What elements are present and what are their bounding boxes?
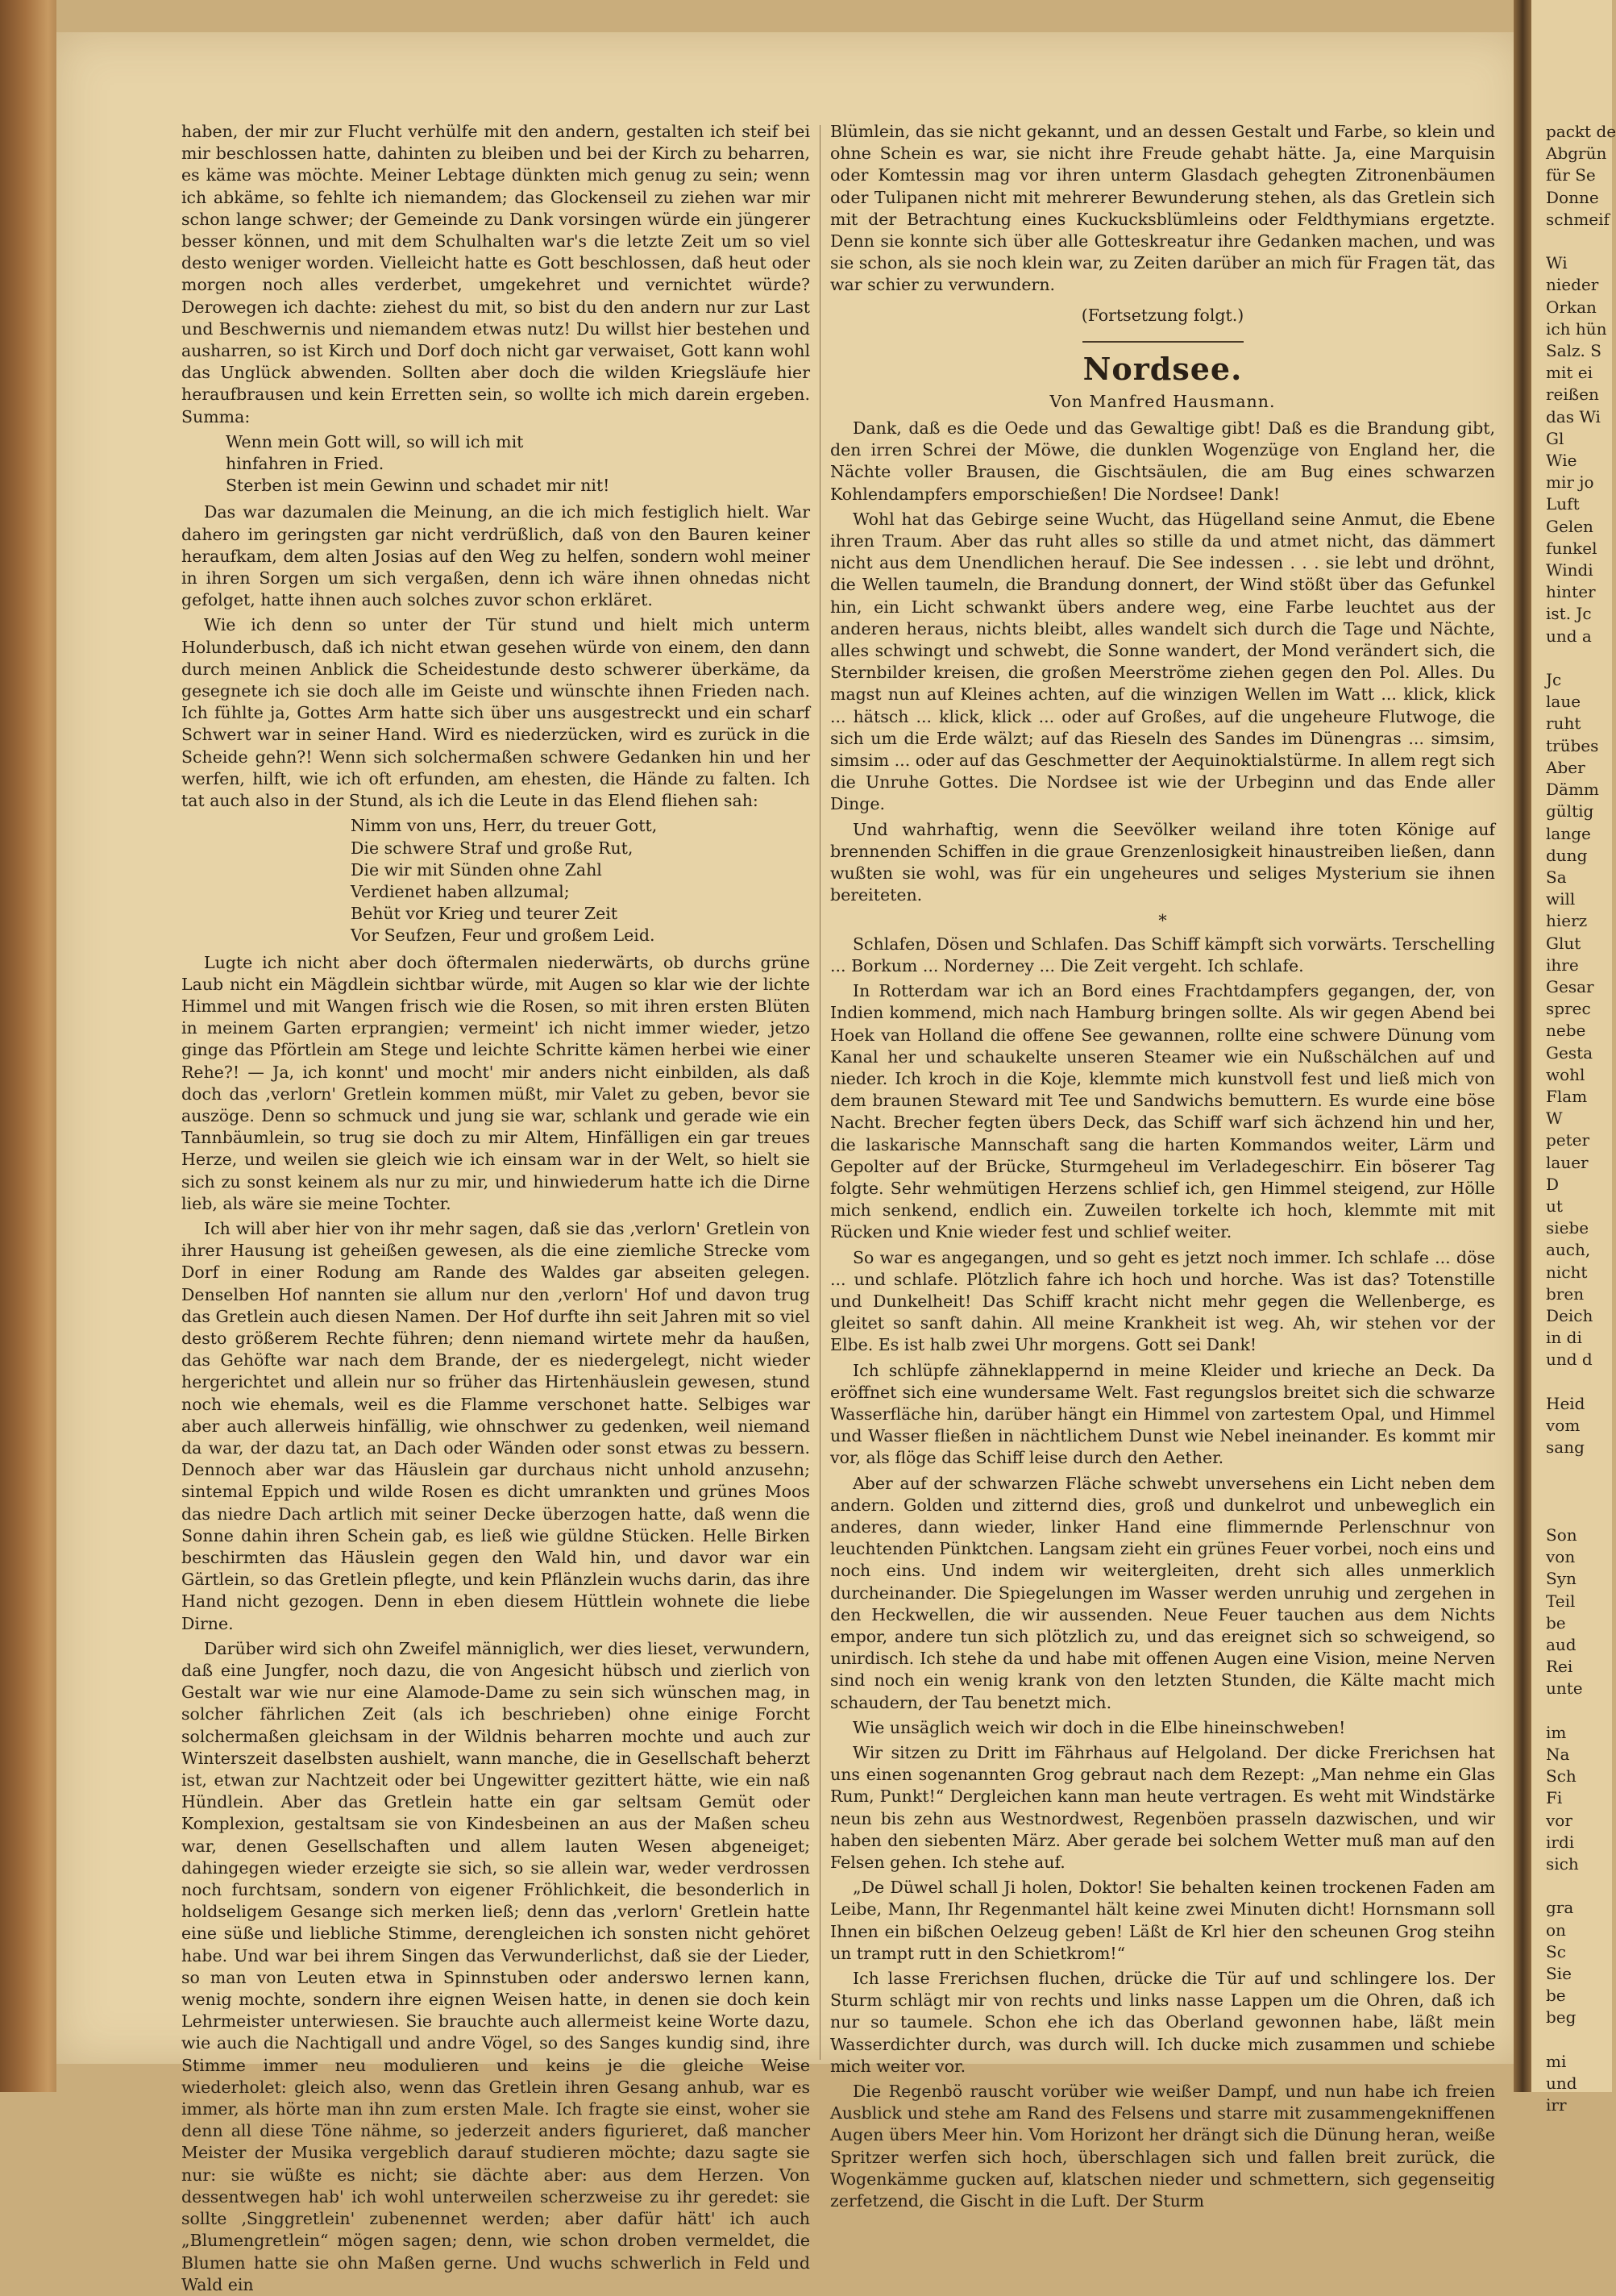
next-page-fragment: irdi — [1546, 1832, 1575, 1852]
next-page-fragment: Sch — [1546, 1766, 1577, 1786]
next-page-fragment: siebe — [1546, 1218, 1589, 1238]
verse-line: Die schwere Straf und große Rut, — [351, 838, 634, 858]
left-paragraph-2: Das war dazumalen die Meinung, an die ich mich festiglich hielt. War dahero im geringsten gar nicht verdrüßlich, daß von den Bauren keiner heraufkam, dem alten Josias auf den Weg zu helfen, sondern wohl meiner in ihren Sorgen um sich vergaßen, denn ich wäre ihnen ohnedas nicht gefolget, hatte ihnen auch solches zuvor schon erkläret. — [181, 502, 810, 610]
next-page-fragment — [1546, 1700, 1610, 1722]
next-page-fragment: Heid — [1546, 1393, 1585, 1413]
verse-block-2 — [181, 815, 810, 946]
next-page-fragment: be — [1546, 1612, 1566, 1633]
next-page-fragment: vor — [1546, 1810, 1572, 1830]
next-page-fragment: Luft — [1546, 494, 1580, 514]
next-page-fragment — [1546, 1458, 1610, 1480]
next-page-edge — [1531, 0, 1616, 2115]
next-page-fragment: irr — [1546, 2095, 1567, 2115]
right-paragraph-10: Wie unsäglich weich wir doch in die Elbe hineinschweben! — [853, 1717, 1346, 1737]
left-paragraph-4: Lugte ich nicht aber doch öftermalen niederwärts, ob durchs grüne Laub nicht ein Mägdlein sichtbar würde, mit Augen so klar wie der lichte Himmel und mit Wangen frisch wie die Rosen, so mit ihren ersten Blüten in meinem Garten erprangien; vermeint' ich nicht immer wieder, jetzo ginge das Pförtlein am Stege und leichte Schritte kämen herbei wie einer Rehe?! — Ja, ich konnt' und mocht' mir anders nicht einbilden, als daß doch das ‚verlorn' Gretlein kommen müßt, mir Valet zu geben, bevor sie auszöge. Denn so schmuck und jung sie war, schlank und gerade wie ein Tannbäumlein, so trug sie doch zu mir Altem, Hinfälligen ein gar treues Herze, und weilen sie gleich wie ich einsam war in der Welt, so hielt sie sich zu sonst keinem als nur zu mir, und hinwiederum hatte ich die Dirne lieb, als wäre sie meine Tochter. — [181, 952, 810, 1213]
next-page-fragment: lauer — [1546, 1152, 1589, 1172]
left-paragraph-1: haben, der mir zur Flucht verhülfe mit den andern, gestalten ich steif bei mir beschlossen hatte, dahinten zu bleiben und bei der Kirch zu beharren, es käme was möchte. Meiner Lebtage dünkten mich genug zu sein; wenn ich abkäme, so fehlte ich niemandem; das Glockenseil zu ziehen war mir schon lange schwer; der Gemeinde zu Dank vorsingen würde ein jüngerer besser können, und mit dem Schulhalten war's die letzte Zeit um so viel desto weniger worden. Vielleicht hatte es Gott beschlossen, daß heut oder morgen noch alles verderbet, umgekehret und vernichtet würde? Derowegen ich dachte: ziehest du mit, so bist du den andern nur zur Last und Beschwernis und niemandem etwas nutz! Du willst hier bestehen und ausharren, so ist Kirch und Dorf doch nicht gar verwaiset, Gott kann wohl das Unglück abwenden. Sollten aber doch die wilden Kriegsläufe hier heraufbrausen und kein Erretten sein, so wollte ich mich darein ergeben. Summa: — [181, 122, 810, 426]
next-page-fragment: Windi — [1546, 560, 1593, 580]
next-page-fragment: und — [1546, 2073, 1577, 2094]
next-page-fragment: sprec — [1546, 999, 1591, 1019]
left-column — [181, 121, 810, 2294]
next-page-fragment: ich hün — [1546, 318, 1607, 339]
continued-note: (Fortsetzung folgt.) — [1081, 305, 1244, 325]
next-page-fragment: Abgrün — [1546, 144, 1607, 164]
next-page-fragment: W — [1546, 1108, 1563, 1129]
book-binding — [0, 0, 56, 2092]
next-page-fragment: packt de — [1546, 122, 1616, 141]
next-page-fragment: Na — [1546, 1745, 1570, 1765]
next-page-fragment: sich — [1546, 1854, 1579, 1874]
next-page-fragment: Wie — [1546, 451, 1577, 471]
right-paragraph-14: Die Regenbö rauscht vorüber wie weißer Dampf, und nun habe ich freien Ausblick und stehe am Rand des Felsens und starre mit zusammengekniffenen Augen übers Meer hin. Vom Horizont her drängt sich die Dünung heran, weiße Spritzer werfen sich hoch, überschlagen sich und fallen breit zurück, die Wogenkämme gucken auf, klatschen nieder und schmettern, sich gegenseitig zerfetzend, die Gischt in die Luft. Der Sturm — [830, 2082, 1495, 2211]
next-page-fragment — [1546, 1503, 1610, 1524]
verse-line: Vor Seufzen, Feur und großem Leid. — [351, 925, 655, 946]
right-paragraph-4: Und wahrhaftig, wenn die Seevölker weiland ihre toten Könige auf brennenden Schiffen in die graue Grenzenlosigkeit hinaustreiben ließen, dann wußten sie wohl, was für ein ungeheures und seliges Mysterium sie ihnen bereiteten. — [830, 819, 1495, 905]
next-page-fragment: schmeif — [1546, 209, 1610, 229]
next-page-fragment: nebe — [1546, 1021, 1586, 1041]
next-page-fragment: Gesar — [1546, 976, 1594, 996]
next-page-fragments — [1546, 121, 1616, 2116]
left-paragraph-3: Wie ich denn so unter der Tür stund und hielt mich unterm Holunderbusch, daß ich nicht etwan gesehen würde von einem, den dann durch meinen Anblick die Scheidestunde desto schwerer überkäme, da gesegnete ich sie doch alle im Geiste und wünschte ihnen Frieden nach. Ich fühlte ja, Gottes Arm hatte sich über uns ausgestreckt und ein scharf Schwert war in seiner Hand. Wird es niederzücken, wird es zurück in die Scheide gehn?! Wenn sich solchermaßen schwere Gedanken hin und her werfen, hilft, wie ich oft erfunden, am ehesten, die Hände zu falten. Ich tat auch also in der Stund, als ich die Leute in das Elend fliehen sah: — [181, 615, 810, 811]
section-separator: * — [1158, 910, 1167, 930]
next-page-fragment: gültig — [1546, 801, 1594, 821]
right-paragraph-13: Ich lasse Frerichsen fluchen, drücke die Tür auf und schlingere los. Der Sturm schlägt mir von rechts und links nasse Lappen um die Ohren, daß ich nur so taumele. Schon ehe ich das Oberland gewonnen habe, läßt mein Wasserdichter durch, was durch will. Ich ducke mich zusammen und schiebe mich weiter vor. — [830, 1969, 1495, 2076]
next-page-fragment: D — [1546, 1174, 1560, 1194]
next-page-fragment: Son — [1546, 1525, 1577, 1545]
next-page-fragment: Orkan — [1546, 297, 1597, 317]
right-paragraph-11: Wir sitzen zu Dritt im Fährhaus auf Helgoland. Der dicke Frerichsen hat uns einen sogenannten Grog gebraut nach dem Rezept: „Man nehme ein Glas Rum, Punkt!“ Dergleichen kann man heute vertragen. Es weht mit Windstärke neun bis zehn aus Westnordwest, Regenböen prasseln dazwischen, und wir haben den siebenten März. Aber gerade bei solchem Wetter muß man auf den Felsen gehen. Ich stehe auf. — [830, 1743, 1495, 1873]
next-page-fragment: hierz — [1546, 911, 1588, 931]
right-paragraph-12: „De Düwel schall Ji holen, Doktor! Sie behalten keinen trockenen Faden am Leibe, Mann, Ihr Regenmantel hält keine zwei Minuten dicht! Hornsmann soll Ihnen ein bißchen Oelzeug geben! Läßt de Krl hier den scheunen Grog steihn un trampt rutt in den Schietkrom!“ — [830, 1878, 1495, 1963]
next-page-fragment: im — [1546, 1722, 1567, 1742]
next-page-fragment: nieder — [1546, 275, 1599, 295]
right-paragraph-6: In Rotterdam war ich an Bord eines Frachtdampfers gegangen, der, von Indien kommend, mich nach Hamburg bringen sollte. Als wir gegen Abend bei Hoek van Holland die offene See gewannen, rollte eine schwere Dünung vom Kanal her und schaukelte unseren Steamer wie ein Nußschälchen auf und nieder. Ich kroch in die Koje, klemmte mich kunstvoll fest und ließ mich von dem braunen Steward mit Tee und Sandwichs bemuttern. Es wurde eine böse Nacht. Brecher fegten übers Deck, das Schiff warf sich ächzend hin und her, die laskarische Mannschaft sang die harten Kommandos weiter, Lärm und Gepolter auf der Brücke, Sturmgeheul im Verladegeschirr. Ein böserer Tag folgte. Sehr wehmütigen Herzens schlief ich, gen Himmel steigend, zur Hölle mich senkend, endlich ein. Zuweilen torkelte ich hoch, klemmte mit mit Rücken und Knie wieder fest und schlief weiter. — [830, 981, 1495, 1242]
next-page-fragment: Gelen — [1546, 516, 1593, 536]
next-page-fragment — [1546, 231, 1610, 252]
next-page-fragment: das Wi — [1546, 406, 1601, 426]
right-paragraph-9: Aber auf der schwarzen Fläche schwebt unversehens ein Licht neben dem andern. Golden und zitternd dies, groß und dunkelrot und unbeweglich ein anderes, dann wieder, linker Hand eine flimmernde Perlenschnur von leuchtenden Pünktchen. Langsam zieht ein grünes Feuer vorbei, noch eins und noch eins. Und indem wir weitergleiten, dreht sich alles unmerklich durcheinander. Die Spiegelungen im Wasser werden unruhig und zergehen in den Heckwellen, die wir aussenden. Neue Feuer tauchen aus dem Nichts empor, andere tun sich plötzlich zu, und das ereignet sich so schweigend, so unirdisch. Ich stehe da und habe mit offenen Augen eine Vision, meine Nerven sind noch ein wenig krank von den letzten Stunden, die Kälte macht mich schaudern, der Tau benetzt mich. — [830, 1473, 1495, 1712]
next-page-fragment: Dämm — [1546, 780, 1599, 800]
next-page-fragment: Flam — [1546, 1086, 1588, 1106]
next-page-fragment: Jc — [1546, 670, 1562, 690]
right-paragraph-2: Dank, daß es die Oede und das Gewaltige gibt! Daß es die Brandung gibt, den irren Schrei der Möwe, die dunklen Wogenzüge von England her, die Nächte voller Brausen, die Gischtsäulen, die am Bug eines schwarzen Kohlendampfers emporschießen! Die Nordsee! Dank! — [830, 418, 1495, 504]
next-page-fragment: Teil — [1546, 1591, 1576, 1611]
next-page-fragment: Syn — [1546, 1569, 1577, 1589]
next-page-fragment: hinter — [1546, 582, 1596, 602]
next-page-fragment: Salz. S — [1546, 341, 1601, 361]
next-page-fragment: und d — [1546, 1350, 1593, 1370]
next-page-fragment: mir jo — [1546, 472, 1594, 493]
verse-line: Nimm von uns, Herr, du treuer Gott, — [351, 816, 658, 836]
next-page-fragment: sang — [1546, 1437, 1585, 1458]
right-paragraph-1: Blümlein, das sie nicht gekannt, und an dessen Gestalt und Farbe, so klein und ohne Schein es war, sie nicht ihre Freude gehabt hätte. Ja, eine Marquisin oder Komtessin mag vor ihren unterm Glasdach gehegten Zitronenbäumen oder Tulipanen nicht mit mehrerer Bewunderung stehen, als das Gretlein sich mit der Betrachtung eines Kuckucksblümleins oder Feldthymians ergetzte. Denn sie konnte sich über alle Gotteskreatur ihre Gedanken machen, und was sie schon, als sie noch klein war, zu Zeiten darüber an mich für Fragen tät, das war schier zu verwundern. — [830, 122, 1495, 295]
right-column — [830, 121, 1495, 2211]
next-page-fragment: nicht — [1546, 1262, 1588, 1282]
next-page-fragment — [1546, 647, 1610, 669]
verse-line: Verdienet haben allzumal; — [351, 881, 570, 901]
next-page-fragment: von — [1546, 1547, 1576, 1567]
verse-line: Die wir mit Sünden ohne Zahl — [351, 859, 602, 880]
next-page-fragment: funkel — [1546, 538, 1597, 558]
book-gutter — [1514, 0, 1531, 2092]
next-page-fragment — [1546, 1875, 1610, 1897]
next-page-fragment: auch, — [1546, 1240, 1591, 1260]
next-page-fragment: Deich — [1546, 1305, 1593, 1325]
verse-line: Sterben ist mein Gewinn und schadet mir nit! — [226, 476, 610, 496]
next-page-fragment: und a — [1546, 626, 1592, 646]
next-page-fragment: Sa — [1546, 867, 1567, 887]
next-page-fragment: Glut — [1546, 933, 1581, 953]
verse-line: Behüt vor Krieg und teurer Zeit — [351, 904, 618, 924]
right-paragraph-8: Ich schlüpfe zähneklappernd in meine Kleider und krieche an Deck. Da eröffnet sich eine wundersame Welt. Fast regungslos breitet sich die schwarze Wasserfläche hin, darüber hängt ein Himmel von zartestem Opal, und Himmel und Wasser fließen in nächtlichem Dunst wie Nebel ineinander. Es kommt mir vor, als flöge das Schiff leise durch den Aether. — [830, 1360, 1495, 1468]
right-paragraph-3: Wohl hat das Gebirge seine Wucht, das Hügelland seine Anmut, die Ebene ihren Traum. Aber das ruht alles so stille da und atmet nicht, das dämmert nicht aus dem Unendlichen herauf. Die See indessen . . . sie lebt und dröhnt, die Wellen taumeln, die Brandung donnert, der Wind stößt über das Gefunkel hin, ein Licht schwankt übers andere weg, eine Farbe leuchtet aus der anderen heraus, nichts bleibt, alles wandelt sich durch die Tage und Nächte, alles schwingt und schwebt, die Sonne wandert, der Mond verändert sich, die Sternbilder kreisen, die großen Meerströme ziehen gegen den Pol. Alles. Du magst nun auf Kleines achten, auf die winzigen Wellen im Watt ... klick, klick ... hätsch ... klick, klick ... oder auf Großes, auf die ungeheure Flutwoge, die sich um die Erde wälzt; auf das Rieseln des Sandes im Dünengras ... simsim, simsim ... oder auf das Geschmetter der Aequinoktialstürme. In allem regt sich die Unruhe Gottes. Die Nordsee ist wie der Urbeginn und das Ende aller Dinge. — [830, 509, 1495, 814]
next-page-fragment: Fi — [1546, 1788, 1563, 1808]
next-page-fragment: Rei — [1546, 1657, 1573, 1677]
next-page-fragment: vom — [1546, 1415, 1581, 1435]
next-page-fragment: be — [1546, 1986, 1566, 2006]
verse-block-1 — [181, 431, 810, 497]
next-page-fragment: beg — [1546, 2007, 1577, 2028]
next-page-fragment — [1546, 1481, 1610, 1503]
next-page-fragment: Wi — [1546, 253, 1568, 273]
next-page-fragment: reißen — [1546, 385, 1599, 405]
next-page-fragment: ruht — [1546, 713, 1581, 734]
next-page-fragment: unte — [1546, 1678, 1583, 1699]
next-page-fragment: will — [1546, 889, 1576, 909]
next-page-fragment: in di — [1546, 1328, 1582, 1348]
next-page-fragment: wohl — [1546, 1064, 1585, 1084]
next-page-fragment: Aber — [1546, 757, 1585, 777]
left-paragraph-5: Ich will aber hier von ihr mehr sagen, daß sie das ‚verlorn' Gretlein von ihrer Hausung ist geheißen gewesen, als die eine ziemliche Strecke vom Dorf in einer Rodung am Rande des Waldes gar abseiten gelegen. Denselben Hof nannten sie allum nur den ‚verlorn' Hof und davon trug das Gretlein auch diesen Namen. Der Hof durfte ihn seit Jahren mit so viel desto größerem Rechte führen; denn niemand wirtete mehr da haußen, das Gehöfte war nach dem Brande, der es niedergelegt, nicht wieder hergerichtet und allein nur so früher das Hirtenhäuslein gewesen, stund noch wie ehemals, weil es die Flamme verschonet hatte. Selbiges war aber auch allerweis hinfällig, wie ohnschwer zu gedenken, weil niemand da war, der dazu tat, an Dach oder Wänden oder sonst etwas zu bessern. Dennoch aber war das Häuslein gar durchaus nicht unhold anzusehn; sintemal Eppich und wilde Rosen es dicht umrankten und grünes Moos das niedre Dach artlich mit seiner Decke überzogen hatte, daß wenn die Sonne dahin ihren Schein gab, es ließ wie güldne Stücken. Helle Birken beschirmten das Häuslein gegen den Wald hin, und davor war ein Gärtlein, so das Gretlein pflegte, und kein Pflänzlein wuchs darin, das ihre Hand nicht gezogen. Denn in eben diesem Hüttlein wohnete die liebe Dirne. — [181, 1218, 810, 1633]
next-page-fragment: trübes — [1546, 735, 1599, 755]
article-title: Nordsee. — [1082, 350, 1243, 387]
next-page-fragment: Sc — [1546, 1941, 1566, 1961]
next-page-fragment: Gl — [1546, 428, 1564, 448]
next-page-fragment: laue — [1546, 692, 1581, 712]
article-author: Von Manfred Hausmann. — [1049, 391, 1276, 411]
next-page-fragment: Gesta — [1546, 1042, 1593, 1063]
next-page-fragment: mit ei — [1546, 363, 1593, 383]
right-paragraph-7: So war es angegangen, und so geht es jetzt noch immer. Ich schlafe ... döse ... und schlafe. Plötzlich fahre ich hoch und horche. Was ist das? Totenstille und Dunkelheit! Das Schiff kracht nicht mehr gegen die Wellenberge, es gleitet so sanft dahin. All meine Krankheit ist weg. Ah, wir stehen vor der Elbe. Es ist halb zwei Uhr morgens. Gott sei Dank! — [830, 1247, 1495, 1355]
next-page-fragment: gra — [1546, 1898, 1574, 1918]
next-page-fragment: aud — [1546, 1635, 1577, 1655]
next-page-fragment: ut — [1546, 1196, 1563, 1216]
next-page-fragment: ist. Jc — [1546, 604, 1592, 624]
left-paragraph-6: Darüber wird sich ohn Zweifel männiglich, wer dies lieset, verwundern, daß eine Jungfer, noch dazu, die von Angesicht hübsch und zierlich von Gestalt war wie nur eine Alamode-Dame zu sein sich wünschen mag, in solcher fährlichen Zeit (als ich beschrieben) ohne einige Forcht solchermaßen gleichsam in der Wildnis beharren mochte und auch zur Winterszeit daselbsten aushielt, wann manche, die in Gesellschaft beherzt ist, etwan zur Nachtzeit oder bei Ungewitter gezittert hätte, wie ein naß Hündlein. Aber das Gretlein hatte ein gar seltsam Gemüt oder Komplexion, gestaltsam sie von Kindesbeinen an aus der Maßen scheu war, denen Gesellschaften und allem lauten Wesen abgeneiget; dahingegen wieder erzeigte sie sich, so sie allein war, weder verdrossen noch furchtsam, sondern von eigener Fröhlichkeit, die besonderlich in holdseligem Gesange sich merken ließ; denn das ‚verlorn' Gretlein hatte eine süße und liebliche Stimme, derengleichen ich sonsten nicht gehöret habe. Und war bei ihrem Singen das Verwunderlichst, daß sie der Lieder, so man von Leuten etwa in Spinnstuben oder anderswo lernen kann, wenig mochte, sondern ihre eignen Weisen hatte, in denen sie doch kein Lehrmeister unterwiesen. Sie brauchte auch allermeist keine Worte dazu, wie auch die Nachtigall und andre Vögel, so des Sanges kundig sind, ihre Stimme immer neu modulieren und keins je die gleiche Weise wiederholet: gleich also, wenn das Gretlein ihren Gesang anhub, war es immer, als hörte man ihn zum ersten Male. Ich fragte sie einst, woher sie denn all diese Töne nähme, so jederzeit anders figurieret, daß mancher Meister der Musika vergeblich darauf studieren möchte; dazu sagte sie nur: sie wüßte es nicht; sie dächte aber: aus dem Herzen. Von dessentwegen hab' ich wohl unterweilen scherzweise zu ihr geredet: sie sollte ‚Singgretlein' zubenennet werden; aber dafür hätt' ich auch „Blumengretlein“ mögen sagen; denn, wie schon droben vermeldet, die Blumen hatte sie ohn Maßen gerne. Und wuchs schwerlich in Feld und Wald ein — [181, 1638, 810, 2294]
title-rule — [1082, 341, 1244, 343]
next-page-fragment — [1546, 2029, 1610, 2051]
next-page-fragment: für Se — [1546, 165, 1596, 185]
next-page-fragment: on — [1546, 1920, 1566, 1940]
next-page-fragment: Donne — [1546, 187, 1599, 207]
right-paragraph-5: Schlafen, Dösen und Schlafen. Das Schiff kämpft sich vorwärts. Terschelling ... Borkum ... Norderney ... Die Zeit vergeht. Ich schlafe. — [830, 934, 1495, 975]
next-page-fragment: dung — [1546, 845, 1588, 865]
next-page-fragment — [1546, 1371, 1610, 1393]
next-page-fragment: bren — [1546, 1283, 1585, 1304]
next-page-fragment: Sie — [1546, 1964, 1572, 1984]
verse-line: Wenn mein Gott will, so will ich mit — [226, 431, 524, 451]
verse-line: hinfahren in Fried. — [226, 454, 384, 474]
next-page-fragment: peter — [1546, 1130, 1590, 1150]
next-page-fragment: ihre — [1546, 955, 1579, 975]
next-page-fragment: mi — [1546, 2051, 1567, 2071]
next-page-fragment: lange — [1546, 823, 1591, 843]
